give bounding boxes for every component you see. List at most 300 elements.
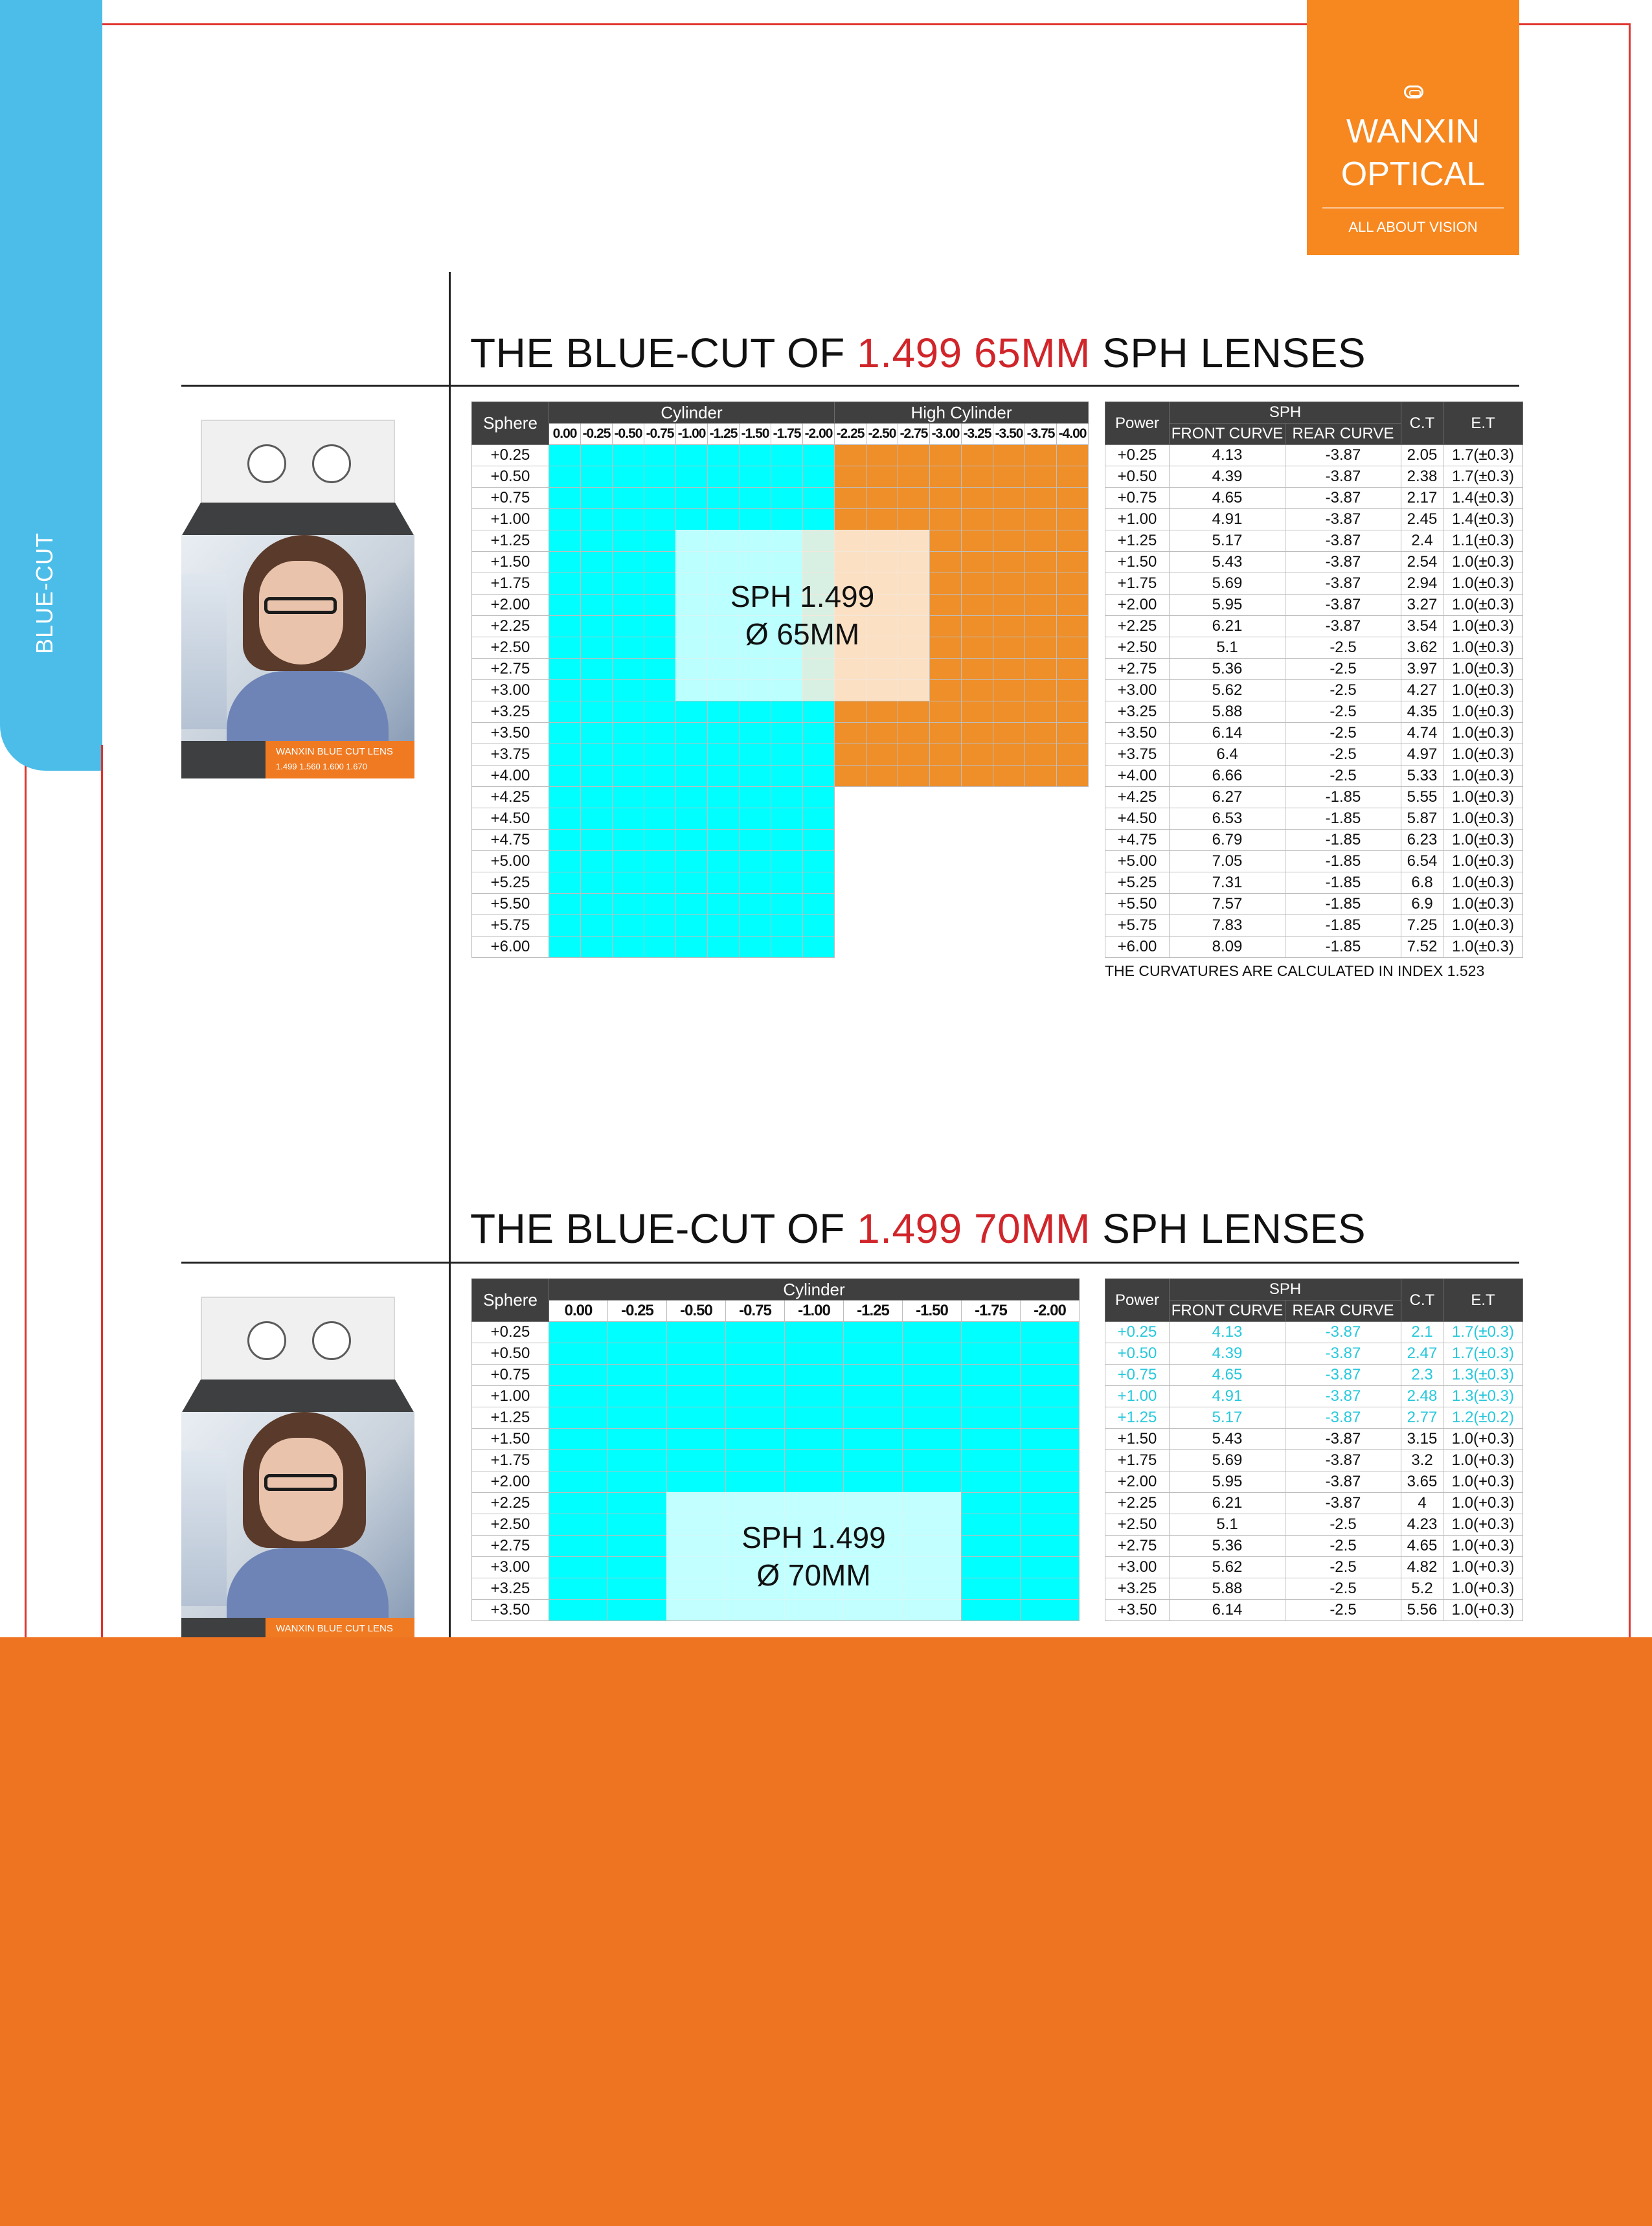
power-row xyxy=(1105,445,1523,466)
grid-cell-available xyxy=(644,466,676,488)
sphere-value: +1.75 xyxy=(472,1450,549,1471)
title-highlight: 1.499 70MM xyxy=(857,1205,1091,1252)
grid-row xyxy=(472,808,1089,830)
et-value: 1.3(±0.3) xyxy=(1443,1365,1523,1386)
grid-cell-available xyxy=(549,466,581,488)
grid-cell-available xyxy=(581,637,613,659)
grid-cell-available xyxy=(581,830,613,851)
grid-cell-available xyxy=(667,1471,726,1493)
package-indices: 1.499 1.560 1.600 1.670 xyxy=(276,762,367,771)
grid-cell-available xyxy=(785,1386,844,1407)
ct-value: 3.15 xyxy=(1401,1429,1443,1450)
power-value: +1.50 xyxy=(1105,1429,1170,1450)
grid-cell-available xyxy=(644,915,676,937)
grid-cell-available xyxy=(613,488,644,509)
grid-row xyxy=(472,1471,1080,1493)
grid-cell-high xyxy=(1057,915,1089,937)
ct-value: 2.54 xyxy=(1401,552,1443,573)
grid-cell-high xyxy=(962,723,993,744)
power-value: +0.50 xyxy=(1105,1343,1170,1365)
grid-cell-available xyxy=(613,680,644,701)
grid-cell-high xyxy=(962,659,993,680)
grid-cell-available xyxy=(667,1365,726,1386)
grid-cell-high xyxy=(993,701,1025,723)
grid-cell-available xyxy=(581,915,613,937)
et-value: 1.0(±0.3) xyxy=(1443,851,1523,872)
grid-cell-available xyxy=(549,937,581,958)
grid-cell-available xyxy=(608,1429,667,1450)
grid-cell-available xyxy=(613,766,644,787)
grid-cell-available xyxy=(608,1536,667,1557)
section1-title xyxy=(470,329,1366,377)
grid-cell-available xyxy=(613,552,644,573)
grid-cell-available xyxy=(608,1407,667,1429)
grid-cell-available xyxy=(613,744,644,766)
grid-cell-high xyxy=(835,851,866,872)
grid-cell-available xyxy=(771,808,803,830)
rear-curve-value: -2.5 xyxy=(1285,1536,1401,1557)
grid-row xyxy=(472,851,1089,872)
footer-band xyxy=(0,1637,1652,2226)
grid-cell-available xyxy=(962,1514,1021,1536)
grid-cell-available xyxy=(962,1407,1021,1429)
section2-title xyxy=(470,1205,1366,1253)
section2-rule xyxy=(181,1262,1519,1264)
grid-cell-high xyxy=(898,744,930,766)
grid-cell-available xyxy=(903,1322,962,1343)
grid-cell-available xyxy=(549,445,581,466)
grid-cell-available xyxy=(726,1386,785,1407)
et-value: 1.0(+0.3) xyxy=(1443,1471,1523,1493)
package-hanger xyxy=(201,1297,395,1381)
eye-logo-icon xyxy=(1404,85,1423,98)
grid-cell-available xyxy=(740,766,771,787)
grid-cell-available xyxy=(962,1450,1021,1471)
vertical-divider xyxy=(449,272,451,1658)
et-value: 1.0(+0.3) xyxy=(1443,1600,1523,1621)
grid-cell-high xyxy=(993,659,1025,680)
grid-cell-high xyxy=(962,445,993,466)
grid-cell-available xyxy=(844,1450,903,1471)
et-value: 1.7(±0.3) xyxy=(1443,1343,1523,1365)
cylinder-value: -1.50 xyxy=(903,1300,962,1322)
ct-value: 2.77 xyxy=(1401,1407,1443,1429)
grid-cell-high xyxy=(898,937,930,958)
rear-curve-value: -1.85 xyxy=(1285,872,1401,894)
ct-value: 2.4 xyxy=(1401,530,1443,552)
brand-name-line1: WANXIN xyxy=(1346,113,1480,150)
grid-cell-available xyxy=(676,701,708,723)
et-value: 1.2(±0.2) xyxy=(1443,1407,1523,1429)
grid-cell-available xyxy=(644,808,676,830)
grid-cell-high xyxy=(962,509,993,530)
grid-cell-high xyxy=(1025,701,1057,723)
grid-cell-available xyxy=(803,488,835,509)
front-curve-value: 4.39 xyxy=(1170,466,1285,488)
grid-cell-available xyxy=(740,509,771,530)
et-value: 1.0(+0.3) xyxy=(1443,1536,1523,1557)
grid-cell-high xyxy=(930,787,962,808)
grid-cell-high xyxy=(962,851,993,872)
grid-cell-high xyxy=(930,552,962,573)
power-row xyxy=(1105,1578,1523,1600)
grid-cell-high xyxy=(866,851,898,872)
rear-curve-value: -3.87 xyxy=(1285,1365,1401,1386)
front-curve-value: 4.65 xyxy=(1170,488,1285,509)
grid-cell-available xyxy=(740,808,771,830)
grid-cell-available xyxy=(644,894,676,915)
grid-cell-available xyxy=(549,1493,608,1514)
grid-cell-available xyxy=(581,530,613,552)
ct-value: 4 xyxy=(1401,1493,1443,1514)
cylinder-value: -2.00 xyxy=(803,424,835,445)
grid-cell-high xyxy=(993,894,1025,915)
grid-cell-available xyxy=(549,787,581,808)
grid-cell-available xyxy=(644,488,676,509)
grid-cell-available xyxy=(708,723,740,744)
grid-cell-available xyxy=(549,1514,608,1536)
grid-cell-high xyxy=(993,616,1025,637)
grid-cell-high xyxy=(993,573,1025,595)
rear-curve-value: -3.87 xyxy=(1285,573,1401,595)
grid-cell-high xyxy=(930,637,962,659)
front-curve-value: 8.09 xyxy=(1170,937,1285,958)
grid-cell-available xyxy=(644,552,676,573)
grid-cell-high xyxy=(1025,445,1057,466)
power-row xyxy=(1105,787,1523,808)
power-value: +5.25 xyxy=(1105,872,1170,894)
grid-cell-high xyxy=(1025,872,1057,894)
grid-cell-available xyxy=(644,659,676,680)
grid-cell-high xyxy=(1025,723,1057,744)
hanger-hole xyxy=(312,1321,351,1360)
grid-cell-high xyxy=(930,680,962,701)
power-value: +3.75 xyxy=(1105,744,1170,766)
grid-overlay-label xyxy=(675,530,929,701)
grid-cell-high xyxy=(835,808,866,830)
grid-cell-high xyxy=(1025,595,1057,616)
cylinder-value: -0.75 xyxy=(726,1300,785,1322)
grid-cell-high xyxy=(1057,530,1089,552)
grid-cell-available xyxy=(740,851,771,872)
grid-cell-high xyxy=(1057,509,1089,530)
grid-cell-available xyxy=(740,723,771,744)
grid-cell-high xyxy=(866,937,898,958)
grid-row xyxy=(472,1365,1080,1386)
grid-cell-available xyxy=(549,1557,608,1578)
grid-cell-available xyxy=(549,659,581,680)
grid-cell-available xyxy=(676,766,708,787)
grid-cell-available xyxy=(708,872,740,894)
ct-value: 2.38 xyxy=(1401,466,1443,488)
grid-cell-available xyxy=(549,509,581,530)
grid-cell-high xyxy=(993,595,1025,616)
sphere-value: +1.25 xyxy=(472,1407,549,1429)
grid-cell-available xyxy=(771,787,803,808)
grid-cell-available xyxy=(903,1365,962,1386)
power-value: +4.25 xyxy=(1105,787,1170,808)
grid-cell-available xyxy=(903,1407,962,1429)
cylinder-value: -2.75 xyxy=(898,424,930,445)
grid-cell-high xyxy=(835,894,866,915)
grid-cell-high xyxy=(993,787,1025,808)
grid-cell-available xyxy=(740,915,771,937)
grid-cell-available xyxy=(740,466,771,488)
grid-cell-high xyxy=(962,595,993,616)
front-curve-value: 5.43 xyxy=(1170,552,1285,573)
power-value: +0.25 xyxy=(1105,445,1170,466)
grid-cell-available xyxy=(613,616,644,637)
sphere-value: +1.00 xyxy=(472,509,549,530)
power-value: +3.25 xyxy=(1105,701,1170,723)
front-curve-value: 5.1 xyxy=(1170,1514,1285,1536)
grid-cell-available xyxy=(676,744,708,766)
ct-value: 5.33 xyxy=(1401,766,1443,787)
front-curve-value: 6.14 xyxy=(1170,723,1285,744)
grid-cell-available xyxy=(644,787,676,808)
rear-curve-value: -3.87 xyxy=(1285,552,1401,573)
grid-cell-high xyxy=(930,466,962,488)
power-row xyxy=(1105,488,1523,509)
et-value: 1.0(+0.3) xyxy=(1443,1578,1523,1600)
section1-availability-grid xyxy=(471,402,1089,958)
rear-curve-value: -3.87 xyxy=(1285,1493,1401,1514)
grid-cell-available xyxy=(549,744,581,766)
cylinder-value: -0.75 xyxy=(644,424,676,445)
power-value: +0.75 xyxy=(1105,1365,1170,1386)
grid-cell-available xyxy=(581,466,613,488)
grid-cell-available xyxy=(962,1386,1021,1407)
grid-cell-available xyxy=(740,894,771,915)
grid-cell-available xyxy=(581,937,613,958)
grid-cell-high xyxy=(835,937,866,958)
grid-cell-available xyxy=(549,573,581,595)
model-photo xyxy=(181,535,414,742)
grid-cell-high xyxy=(962,573,993,595)
grid-cell-high xyxy=(1025,659,1057,680)
grid-cell-high xyxy=(866,894,898,915)
rear-curve-value: -1.85 xyxy=(1285,894,1401,915)
ct-value: 5.56 xyxy=(1401,1600,1443,1621)
hanger-hole xyxy=(247,1321,286,1360)
grid-cell-available xyxy=(608,1493,667,1514)
grid-row xyxy=(472,701,1089,723)
grid-cell-available xyxy=(803,766,835,787)
rear-curve-value: -3.87 xyxy=(1285,530,1401,552)
sphere-value: +5.75 xyxy=(472,915,549,937)
power-table xyxy=(1105,402,1523,958)
grid-row xyxy=(472,937,1089,958)
et-value: 1.4(±0.3) xyxy=(1443,488,1523,509)
sphere-value: +0.50 xyxy=(472,466,549,488)
sphere-value: +3.25 xyxy=(472,1578,549,1600)
grid-cell-available xyxy=(903,1386,962,1407)
grid-cell-available xyxy=(803,466,835,488)
grid-cell-high xyxy=(930,701,962,723)
grid-cell-available xyxy=(676,509,708,530)
grid-cell-available xyxy=(581,680,613,701)
grid-cell-available xyxy=(785,1407,844,1429)
grid-cell-available xyxy=(1021,1450,1080,1471)
et-value: 1.0(±0.3) xyxy=(1443,766,1523,787)
grid-cell-available xyxy=(613,915,644,937)
grid-cell-available xyxy=(549,552,581,573)
et-value: 1.7(±0.3) xyxy=(1443,1322,1523,1343)
grid-cell-available xyxy=(1021,1365,1080,1386)
grid-cell-available xyxy=(844,1407,903,1429)
grid-row xyxy=(472,1343,1080,1365)
grid-cell-high xyxy=(1025,744,1057,766)
cylinder-value: -0.25 xyxy=(608,1300,667,1322)
grid-cell-available xyxy=(549,1386,608,1407)
grid-cell-available xyxy=(549,701,581,723)
grid-cell-available xyxy=(1021,1536,1080,1557)
grid-cell-available xyxy=(608,1557,667,1578)
grid-cell-available xyxy=(844,1365,903,1386)
rear-curve-value: -1.85 xyxy=(1285,808,1401,830)
cylinder-value: -3.50 xyxy=(993,424,1025,445)
grid-cell-high xyxy=(962,552,993,573)
grid-cell-high xyxy=(1025,787,1057,808)
grid-cell-available xyxy=(903,1471,962,1493)
grid-cell-high xyxy=(835,830,866,851)
ct-value: 4.27 xyxy=(1401,680,1443,701)
grid-cell-available xyxy=(771,937,803,958)
et-value: 1.0(±0.3) xyxy=(1443,659,1523,680)
et-value: 1.0(±0.3) xyxy=(1443,937,1523,958)
grid-cell-high xyxy=(962,894,993,915)
front-curve-value: 6.27 xyxy=(1170,787,1285,808)
grid-cell-available xyxy=(903,1450,962,1471)
power-header: Power xyxy=(1105,1279,1170,1322)
grid-cell-high xyxy=(898,766,930,787)
grid-cell-available xyxy=(803,937,835,958)
grid-cell-available xyxy=(644,680,676,701)
grid-cell-available xyxy=(771,466,803,488)
et-value: 1.0(+0.3) xyxy=(1443,1493,1523,1514)
front-curve-value: 4.13 xyxy=(1170,445,1285,466)
grid-cell-high xyxy=(866,445,898,466)
front-curve-value: 5.17 xyxy=(1170,530,1285,552)
grid-cell-available xyxy=(613,509,644,530)
et-value: 1.0(±0.3) xyxy=(1443,616,1523,637)
ct-value: 6.9 xyxy=(1401,894,1443,915)
grid-cell-high xyxy=(962,466,993,488)
front-curve-value: 5.17 xyxy=(1170,1407,1285,1429)
grid-cell-high xyxy=(993,509,1025,530)
grid-cell-high xyxy=(1057,466,1089,488)
frame-left-line xyxy=(101,745,103,1652)
grid-row xyxy=(472,1386,1080,1407)
grid-cell-available xyxy=(613,595,644,616)
grid-cell-high xyxy=(993,915,1025,937)
grid-cell-available xyxy=(726,1471,785,1493)
grid-row xyxy=(472,830,1089,851)
cylinder-value: -4.00 xyxy=(1057,424,1089,445)
grid-cell-high xyxy=(898,488,930,509)
grid-cell-available xyxy=(726,1450,785,1471)
brand-name-line2: OPTICAL xyxy=(1341,155,1486,193)
grid-cell-available xyxy=(581,573,613,595)
grid-row xyxy=(472,1407,1080,1429)
sphere-value: +2.75 xyxy=(472,1536,549,1557)
power-value: +6.00 xyxy=(1105,937,1170,958)
grid-cell-available xyxy=(667,1343,726,1365)
grid-cell-high xyxy=(993,808,1025,830)
front-curve-value: 6.53 xyxy=(1170,808,1285,830)
grid-cell-available xyxy=(771,701,803,723)
front-curve-value: 5.62 xyxy=(1170,1557,1285,1578)
grid-cell-high xyxy=(1025,680,1057,701)
grid-cell-available xyxy=(740,872,771,894)
grid-cell-high xyxy=(1057,445,1089,466)
cylinder-value: -1.25 xyxy=(708,424,740,445)
grid-cell-available xyxy=(771,915,803,937)
front-curve-value: 4.39 xyxy=(1170,1343,1285,1365)
grid-cell-high xyxy=(930,851,962,872)
power-row xyxy=(1105,1493,1523,1514)
grid-cell-available xyxy=(581,787,613,808)
et-value: 1.0(+0.3) xyxy=(1443,1557,1523,1578)
grid-cell-available xyxy=(549,637,581,659)
power-value: +1.75 xyxy=(1105,1450,1170,1471)
front-curve-value: 4.91 xyxy=(1170,509,1285,530)
grid-cell-available xyxy=(644,701,676,723)
ct-value: 3.97 xyxy=(1401,659,1443,680)
grid-cell-available xyxy=(644,637,676,659)
et-value: 1.0(±0.3) xyxy=(1443,595,1523,616)
grid-cell-available xyxy=(771,766,803,787)
power-row xyxy=(1105,894,1523,915)
grid-cell-available xyxy=(549,1407,608,1429)
grid-cell-high xyxy=(962,766,993,787)
grid-cell-available xyxy=(644,530,676,552)
power-row xyxy=(1105,595,1523,616)
grid-cell-high xyxy=(993,680,1025,701)
grid-cell-high xyxy=(930,723,962,744)
sphere-value: +0.75 xyxy=(472,488,549,509)
grid-row xyxy=(472,872,1089,894)
grid-cell-available xyxy=(1021,1471,1080,1493)
overlay-line2: Ø 65MM xyxy=(745,617,860,651)
grid-cell-available xyxy=(549,1450,608,1471)
power-table xyxy=(1105,1278,1523,1621)
rear-curve-value: -1.85 xyxy=(1285,937,1401,958)
cylinder-value: -3.25 xyxy=(962,424,993,445)
rear-curve-value: -2.5 xyxy=(1285,659,1401,680)
grid-cell-available xyxy=(613,894,644,915)
grid-cell-high xyxy=(930,937,962,958)
grid-cell-available xyxy=(581,808,613,830)
grid-cell-high xyxy=(993,552,1025,573)
sphere-value: +0.25 xyxy=(472,445,549,466)
power-value: +0.50 xyxy=(1105,466,1170,488)
grid-cell-available xyxy=(708,787,740,808)
package-title: WANXIN BLUE CUT LENS xyxy=(276,1623,393,1634)
grid-cell-high xyxy=(930,894,962,915)
grid-cell-available xyxy=(581,701,613,723)
rear-curve-value: -1.85 xyxy=(1285,830,1401,851)
et-value: 1.0(±0.3) xyxy=(1443,830,1523,851)
et-value: 1.0(±0.3) xyxy=(1443,552,1523,573)
grid-cell-high xyxy=(898,872,930,894)
power-row xyxy=(1105,1386,1523,1407)
grid-cell-high xyxy=(1057,787,1089,808)
sphere-value: +0.25 xyxy=(472,1322,549,1343)
grid-cell-high xyxy=(930,530,962,552)
title-text: THE BLUE-CUT OF xyxy=(470,1205,857,1252)
grid-cell-available xyxy=(962,1536,1021,1557)
